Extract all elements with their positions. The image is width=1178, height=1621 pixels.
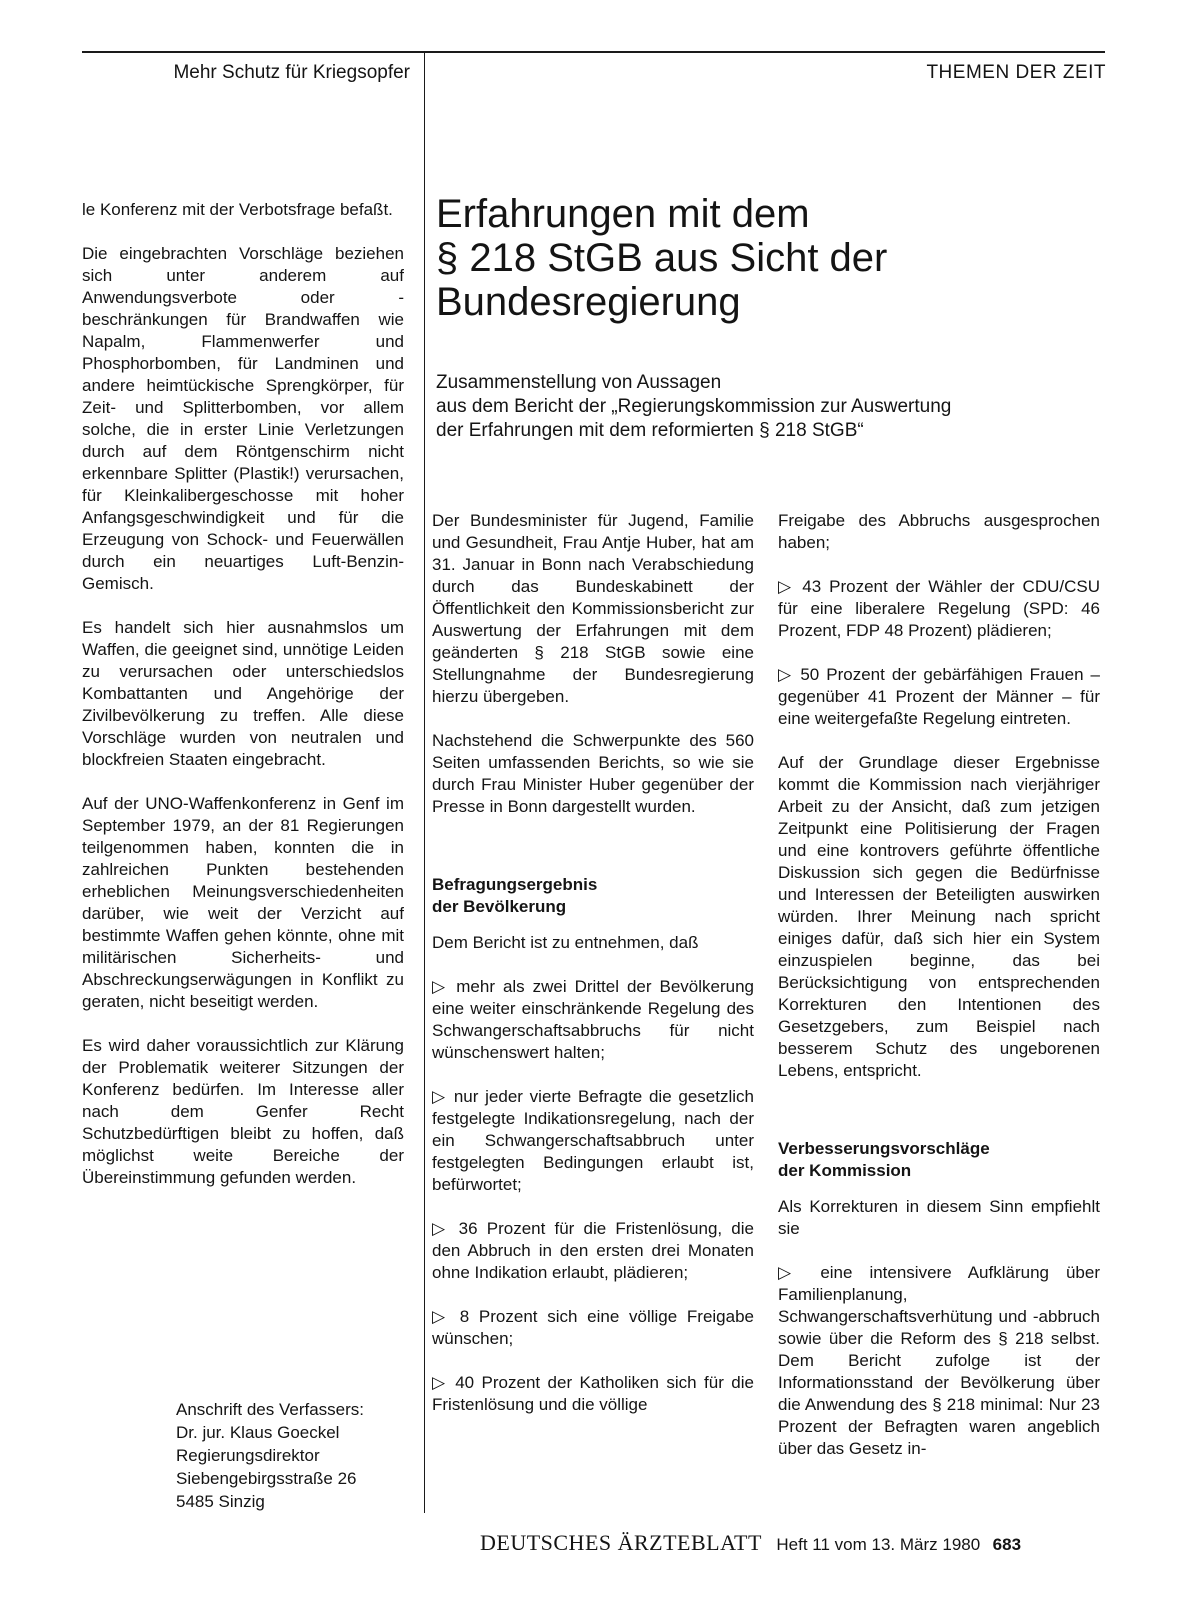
paragraph: Auf der UNO-Waffenkonferenz in Genf im September 1979, an der 81 Regierungen teilgenommen haben, konnten die in zahlreichen Punkten bestehenden erheblichen Meinungsverschiedenheiten darüber, wie weit der Verzicht auf bestimmte Waffen gehen könnte, ohne mit militärischen Sicherheits- und Abschreckungserwägungen in Konflikt zu geraten, nicht beseitigt werden.	[82, 794, 404, 1011]
bullet-item: ▷ 40 Prozent der Katholiken sich für die Fristenlösung und die völlige	[432, 1373, 754, 1414]
running-head-left: Mehr Schutz für Kriegsopfer	[173, 62, 410, 83]
column-right	[778, 510, 1100, 1482]
paragraph: Der Bundesminister für Jugend, Familie und Gesundheit, Frau Antje Huber, hat am 31. Januar in Bonn nach Verabschiedung durch das Bundeskabinett der Öffentlichkeit den Kommissionsbericht zur Auswertung der Erfahrungen mit dem geänderten § 218 StGB sowie eine Stellungnahme der Bundesregierung hierzu übergeben.	[432, 511, 754, 706]
address-line: Siebengebirgsstraße 26	[176, 1469, 357, 1488]
paragraph: Auf der Grundlage dieser Ergebnisse kommt die Kommission nach vierjähriger Arbeit zu der Ansicht, daß zum jetzigen Zeitpunkt eine Politisierung der Fragen und eine kontrovers geführte öffentliche Diskussion sich gegen die Bedürfnisse und Interessen der Beteiligten auswirken würden. Ihrer Meinung nach spricht einiges dafür, daß sich hier ein System einzuspielen beginne, das bei Berücksichtigung von entsprechenden Korrekturen den Intentionen des Gesetzgebers, zum Beispiel nach besserem Schutz des ungeborenen Lebens, entspricht.	[778, 753, 1100, 1080]
section-label: THEMEN DER ZEIT	[926, 62, 1106, 83]
bullet-item: ▷ 50 Prozent der gebärfähigen Frauen – gegenüber 41 Prozent der Männer – für eine weitergefaßte Regelung eintreten.	[778, 665, 1100, 728]
paragraph: le Konferenz mit der Verbotsfrage befaßt.	[82, 200, 393, 219]
page-number: 683	[992, 1535, 1022, 1554]
paragraph: Als Korrekturen in diesem Sinn empfiehlt sie	[778, 1197, 1100, 1238]
bullet-item: ▷ 36 Prozent für die Fristenlösung, die den Abbruch in den ersten drei Monaten ohne Indikation erlaubt, plädieren;	[432, 1219, 754, 1282]
subtitle-line: aus dem Bericht der „Regierungskommission zur Auswertung	[436, 396, 952, 417]
title-line: Erfahrungen mit dem	[436, 192, 810, 236]
author-address	[176, 1398, 416, 1513]
bullet-item: ▷ 8 Prozent sich eine völlige Freigabe wünschen;	[432, 1307, 754, 1348]
bullet-item: ▷ nur jeder vierte Befragte die gesetzlich festgelegte Indikationsregelung, nach der ein Schwangerschaftsabbruch unter festgelegten Bedingungen erlaubt ist, befürwortet;	[432, 1087, 754, 1194]
address-line: Anschrift des Verfassers:	[176, 1400, 365, 1419]
bullet-item: ▷ 43 Prozent der Wähler der CDU/CSU für eine liberalere Regelung (SPD: 46 Prozent, FDP 48 Prozent) plädieren;	[778, 577, 1100, 640]
page-footer	[480, 1530, 1105, 1556]
paragraph: Es wird daher voraussichtlich zur Klärung der Problematik weiterer Sitzungen der Konferenz bedürfen. Im Interesse aller nach dem Genfer Recht Schutzbedürftigen bleibt zu hoffen, daß möglichst weite Bereiche der Übereinstimmung gefunden werden.	[82, 1036, 404, 1187]
subheading-line: der Kommission	[778, 1161, 912, 1180]
subheading-line: der Bevölkerung	[432, 897, 567, 916]
address-line: Regierungsdirektor	[176, 1446, 320, 1465]
paragraph: Dem Bericht ist zu entnehmen, daß	[432, 933, 699, 952]
article-subtitle	[436, 371, 1096, 443]
spacer	[778, 1104, 1100, 1138]
bullet-item: ▷ eine intensivere Aufklärung über Familienplanung, Schwangerschaftsverhütung und -abbruch sowie über die Reform des § 218 selbst. Dem Bericht zufolge ist der Informationsstand der Bevölkerung über die Anwendung des § 218 minimal: Nur 23 Prozent der Befragten waren angeblich über das Gesetz in-	[778, 1263, 1100, 1458]
bullet-item: ▷ mehr als zwei Drittel der Bevölkerung eine weiter einschränkende Regelung des Schwangerschaftsabbruchs für nicht wünschenswert halten;	[432, 977, 754, 1062]
address-line: 5485 Sinzig	[176, 1492, 265, 1511]
column-middle	[432, 510, 754, 1438]
paragraph: Freigabe des Abbruchs ausgesprochen haben;	[778, 511, 1100, 552]
subtitle-line: der Erfahrungen mit dem reformierten § 218 StGB“	[436, 420, 864, 441]
subheading	[778, 1138, 1100, 1182]
subheading	[432, 874, 754, 918]
spacer	[432, 840, 754, 874]
subtitle-line: Zusammenstellung von Aussagen	[436, 372, 722, 393]
journal-name: DEUTSCHES ÄRZTEBLATT	[480, 1530, 762, 1555]
column-left	[82, 199, 404, 1211]
title-line: § 218 StGB aus Sicht der	[436, 236, 888, 280]
column-divider	[424, 51, 425, 1513]
title-line: Bundesregierung	[436, 280, 741, 324]
issue-info: Heft 11 vom 13. März 1980	[776, 1535, 981, 1554]
subheading-line: Befragungsergebnis	[432, 875, 598, 894]
paragraph: Die eingebrachten Vorschläge beziehen sich unter anderem auf Anwendungsverbote oder -beschränkungen für Brandwaffen wie Napalm, Flammenwerfer und Phosphorbomben, für Landminen und andere heimtückische Sprengkörper, für Zeit- und Splitterbomben, vor allem solche, die in erster Linie Verletzungen durch auf dem Röntgenschirm nicht erkennbare Splitter (Plastik!) verursachen, für Kleinkalibergeschosse mit hoher Anfangsgeschwindigkeit und für die Erzeugung von Schock- und Feuerwällen durch ein neuartiges Luft-Benzin-Gemisch.	[82, 244, 404, 593]
subheading-line: Verbesserungsvorschläge	[778, 1139, 990, 1158]
paragraph: Es handelt sich hier ausnahmslos um Waffen, die geeignet sind, unnötige Leiden zu verursachen oder unterschiedslos Kombattanten und Angehörige der Zivilbevölkerung zu treffen. Alle diese Vorschläge wurden von neutralen und blockfreien Staaten eingebracht.	[82, 618, 404, 769]
address-line: Dr. jur. Klaus Goeckel	[176, 1423, 340, 1442]
paragraph: Nachstehend die Schwerpunkte des 560 Seiten umfassenden Berichts, so wie sie durch Frau Minister Huber gegenüber der Presse in Bonn dargestellt wurden.	[432, 731, 754, 816]
article-title	[436, 192, 1096, 324]
top-rule	[82, 51, 1105, 53]
